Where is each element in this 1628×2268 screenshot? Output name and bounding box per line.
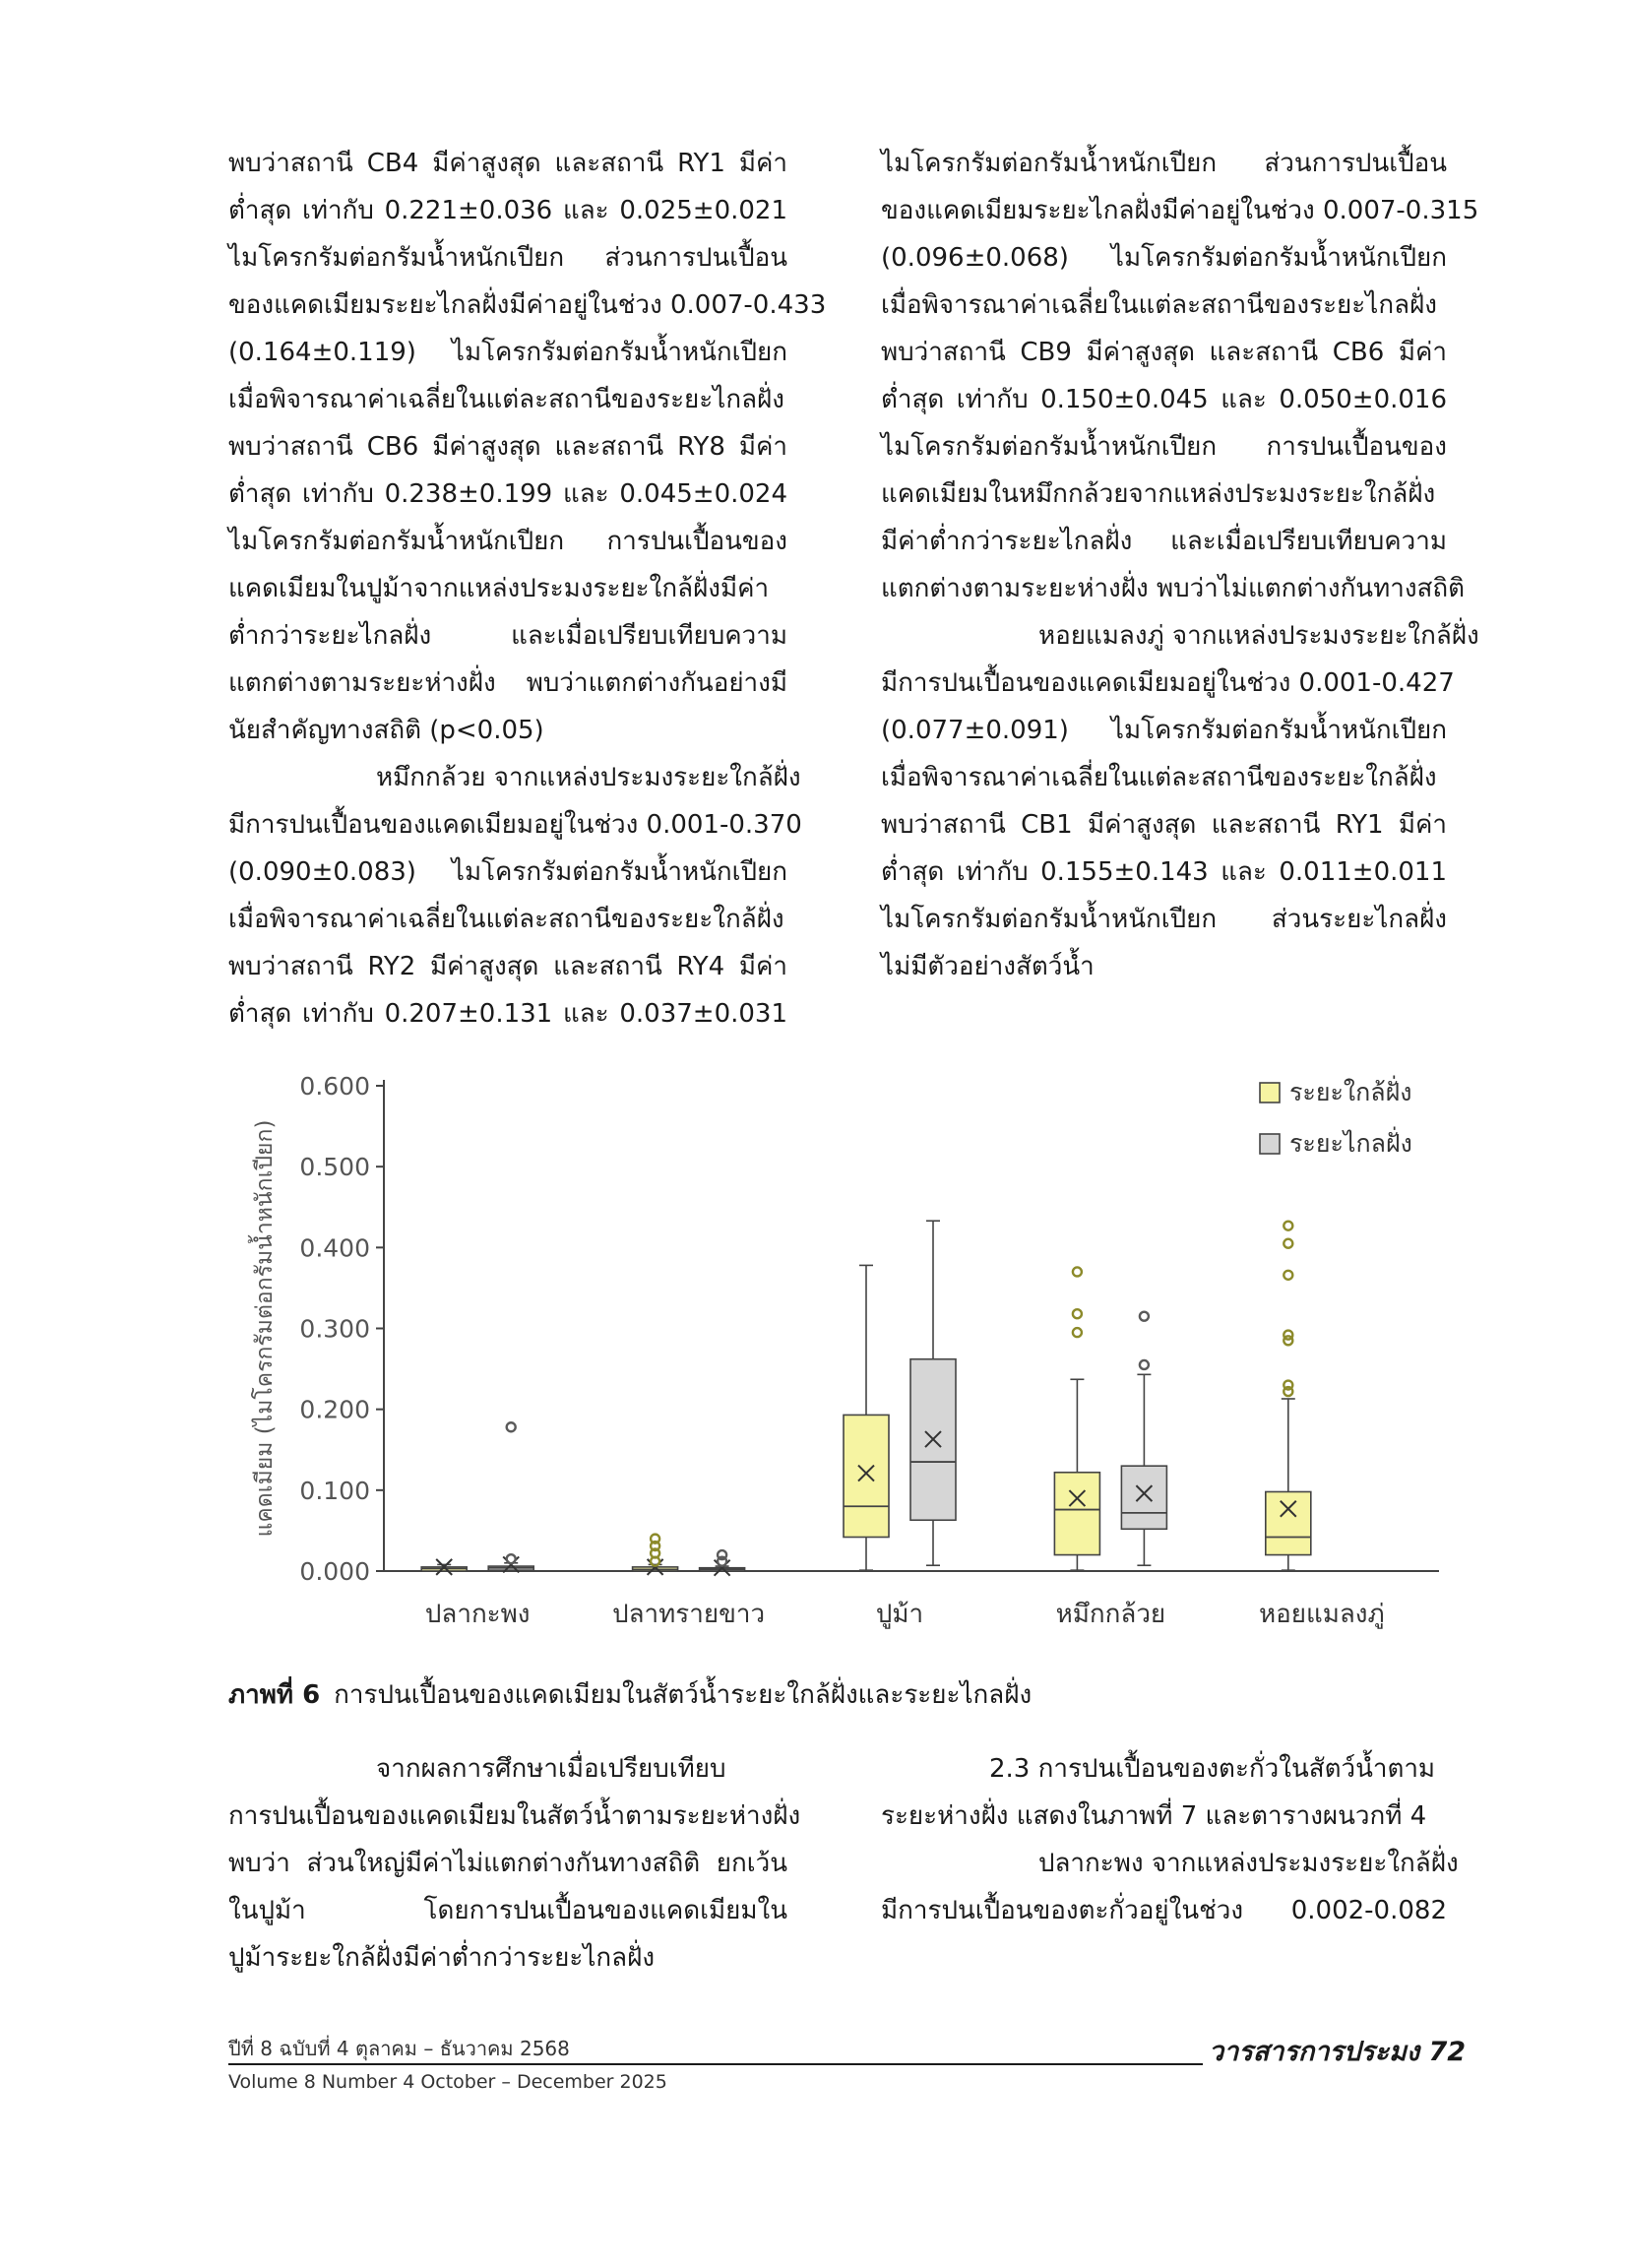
text-line: ต่ำสุด เท่ากับ 0.238±0.199 และ 0.045±0.024 [228, 479, 787, 509]
text-line: (0.164±0.119) ไมโครกรัมต่อกรัมน้ำหนักเปียก [228, 338, 787, 367]
text-line: มีการปนเปื้อนของแคดเมียมอยู่ในช่วง 0.001-0.427 [881, 668, 1455, 698]
text-line: ต่ำสุด เท่ากับ 0.207±0.131 และ 0.037±0.031 [228, 999, 787, 1029]
text-column-top-right [881, 140, 1479, 990]
text-line: ไมโครกรัมต่อกรัมน้ำหนักเปียก ส่วนการปนเปื้อน [881, 149, 1447, 178]
text-line: แคดเมียมในหมึกกล้วยจากแหล่งประมงระยะใกล้ฝั่ง [881, 479, 1436, 509]
figure-caption [228, 1673, 1449, 1717]
box-iqr [1121, 1466, 1166, 1529]
text-line: เมื่อพิจารณาค่าเฉลี่ยในแต่ละสถานีของระยะใกล้ฝั่ง [228, 905, 784, 934]
y-axis-title: แคดเมียม (ไมโครกรัมต่อกรัมน้ำหนักเปียก) [252, 1119, 278, 1538]
outlier-point [1284, 1222, 1292, 1230]
text-line: ปูม้าระยะใกล้ฝั่งมีค่าต่ำกว่าระยะไกลฝั่ง [228, 1943, 656, 1973]
text-line: พบว่าสถานี CB1 มีค่าสูงสุด และสถานี RY1 มีค่า [881, 810, 1447, 840]
text-line: ต่ำสุด เท่ากับ 0.221±0.036 และ 0.025±0.021 [228, 196, 787, 225]
text-line: (0.090±0.083) ไมโครกรัมต่อกรัมน้ำหนักเปียก [228, 857, 787, 887]
text-line: ปลากะพง จากแหล่งประมงระยะใกล้ฝั่ง [1038, 1849, 1459, 1878]
x-category-label: ปูม้า [875, 1600, 924, 1629]
outlier-point [1073, 1309, 1082, 1318]
text-column-bottom-right [881, 1745, 1459, 1934]
text-line: เมื่อพิจารณาค่าเฉลี่ยในแต่ละสถานีของระยะไกลฝั่ง [881, 290, 1437, 320]
text-line: ต่ำสุด เท่ากับ 0.150±0.045 และ 0.050±0.016 [881, 385, 1447, 414]
y-tick-label: 0.600 [299, 1072, 370, 1101]
text-line: การปนเปื้อนของแคดเมียมในสัตว์น้ำตามระยะห่างฝั่ง [228, 1801, 801, 1831]
text-line: ไมโครกรัมต่อกรัมน้ำหนักเปียก ส่วนระยะไกลฝั่ง [881, 905, 1447, 934]
text-line: มีการปนเปื้อนของแคดเมียมอยู่ในช่วง 0.001-0.370 [228, 810, 802, 840]
box-iqr [1266, 1491, 1311, 1554]
text-line: ไมโครกรัมต่อกรัมน้ำหนักเปียก การปนเปื้อนของ [228, 527, 787, 556]
footer-divider [228, 2063, 1203, 2065]
text-line: ไม่มีตัวอย่างสัตว์น้ำ [881, 952, 1095, 981]
text-column-top-left [228, 140, 827, 1038]
text-line: ในปูม้า โดยการปนเปื้อนของแคดเมียมใน [228, 1896, 787, 1925]
text-line: ระยะห่างฝั่ง แสดงในภาพที่ 7 และตารางผนวกที่ 4 [881, 1801, 1427, 1831]
text-line: (0.077±0.091) ไมโครกรัมต่อกรัมน้ำหนักเปียก [881, 716, 1447, 745]
text-line: แตกต่างตามระยะห่างฝั่ง พบว่าแตกต่างกันอย่างมี [228, 668, 787, 698]
text-line: 2.3 การปนเปื้อนของตะกั่วในสัตว์น้ำตาม [989, 1754, 1436, 1784]
text-line: ต่ำกว่าระยะไกลฝั่ง และเมื่อเปรียบเทียบความ [228, 621, 787, 651]
outlier-point [1140, 1360, 1149, 1369]
text-line: พบว่าสถานี CB4 มีค่าสูงสุด และสถานี RY1 มีค่า [228, 149, 787, 178]
footer-issue-english: Volume 8 Number 4 October – December 2025 [228, 2071, 667, 2093]
figure-number: ภาพที่ 6 [228, 1680, 321, 1710]
outlier-point [1284, 1331, 1292, 1340]
text-line: เมื่อพิจารณาค่าเฉลี่ยในแต่ละสถานีของระยะใกล้ฝั่ง [881, 763, 1437, 792]
text-line: พบว่าสถานี RY2 มีค่าสูงสุด และสถานี RY4 มีค่า [228, 952, 787, 981]
text-line: มีค่าต่ำกว่าระยะไกลฝั่ง และเมื่อเปรียบเทียบความ [881, 527, 1447, 556]
outlier-point [1284, 1271, 1292, 1280]
box-iqr [844, 1415, 889, 1537]
x-category-label: ปลากะพง [424, 1600, 531, 1629]
text-line: พบว่าสถานี CB6 มีค่าสูงสุด และสถานี RY8 มีค่า [228, 432, 787, 462]
legend-label: ระยะใกล้ฝั่ง [1289, 1078, 1412, 1106]
text-column-bottom-left [228, 1745, 801, 1982]
y-tick-label: 0.200 [299, 1395, 370, 1424]
text-line: จากผลการศึกษาเมื่อเปรียบเทียบ [376, 1754, 726, 1784]
figure-caption-text: การปนเปื้อนของแคดเมียมในสัตว์น้ำระยะใกล้ฝั่งและระยะไกลฝั่ง [334, 1680, 1033, 1710]
text-line: ของแคดเมียมระยะไกลฝั่งมีค่าอยู่ในช่วง 0.007-0.315 [881, 196, 1479, 225]
text-line: ไมโครกรัมต่อกรัมน้ำหนักเปียก การปนเปื้อนของ [881, 432, 1447, 462]
text-line: แคดเมียมในปูม้าจากแหล่งประมงระยะใกล้ฝั่งมีค่า [228, 574, 770, 603]
y-tick-label: 0.000 [299, 1557, 370, 1586]
text-line: เมื่อพิจารณาค่าเฉลี่ยในแต่ละสถานีของระยะไกลฝั่ง [228, 385, 784, 414]
text-line: มีการปนเปื้อนของตะกั่วอยู่ในช่วง 0.002-0.082 [881, 1896, 1447, 1925]
text-line: ไมโครกรัมต่อกรัมน้ำหนักเปียก ส่วนการปนเปื้อน [228, 243, 787, 273]
text-line: ของแคดเมียมระยะไกลฝั่งมีค่าอยู่ในช่วง 0.007-0.433 [228, 290, 827, 320]
x-category-label: หมึกกล้วย [1055, 1600, 1166, 1629]
footer-issue-thai: ปีที่ 8 ฉบับที่ 4 ตุลาคม – ธันวาคม 2568 [228, 2037, 570, 2060]
footer-journal-page: วารสารการประมง 72 [1209, 2037, 1467, 2067]
legend-swatch [1260, 1134, 1280, 1154]
text-line: หอยแมลงภู่ จากแหล่งประมงระยะใกล้ฝั่ง [1038, 621, 1479, 651]
outlier-point [1284, 1239, 1292, 1248]
text-line: นัยสำคัญทางสถิติ (p<0.05) [228, 716, 544, 745]
text-line: พบว่า ส่วนใหญ่มีค่าไม่แตกต่างกันทางสถิติ ยกเว้น [228, 1849, 787, 1878]
cadmium-boxplot-chart [226, 1063, 1447, 1654]
text-line: หมึกกล้วย จากแหล่งประมงระยะใกล้ฝั่ง [376, 763, 801, 792]
y-tick-label: 0.400 [299, 1233, 370, 1263]
y-tick-label: 0.300 [299, 1314, 370, 1344]
box-iqr [1054, 1473, 1099, 1555]
outlier-point [1073, 1267, 1082, 1276]
legend-label: ระยะไกลฝั่ง [1289, 1129, 1412, 1158]
y-tick-label: 0.100 [299, 1476, 370, 1505]
outlier-point [1073, 1328, 1082, 1337]
y-tick-label: 0.500 [299, 1153, 370, 1182]
text-line: ต่ำสุด เท่ากับ 0.155±0.143 และ 0.011±0.011 [881, 857, 1447, 887]
x-category-label: หอยแมลงภู่ [1258, 1600, 1385, 1629]
text-line: พบว่าสถานี CB9 มีค่าสูงสุด และสถานี CB6 มีค่า [881, 338, 1447, 367]
outlier-point [507, 1554, 516, 1563]
text-line: แตกต่างตามระยะห่างฝั่ง พบว่าไม่แตกต่างกันทางสถิติ [881, 574, 1466, 603]
x-category-label: ปลาทรายขาว [612, 1600, 766, 1629]
legend-swatch [1260, 1083, 1280, 1102]
text-line: (0.096±0.068) ไมโครกรัมต่อกรัมน้ำหนักเปียก [881, 243, 1447, 273]
outlier-point [1140, 1312, 1149, 1321]
outlier-point [507, 1422, 516, 1431]
